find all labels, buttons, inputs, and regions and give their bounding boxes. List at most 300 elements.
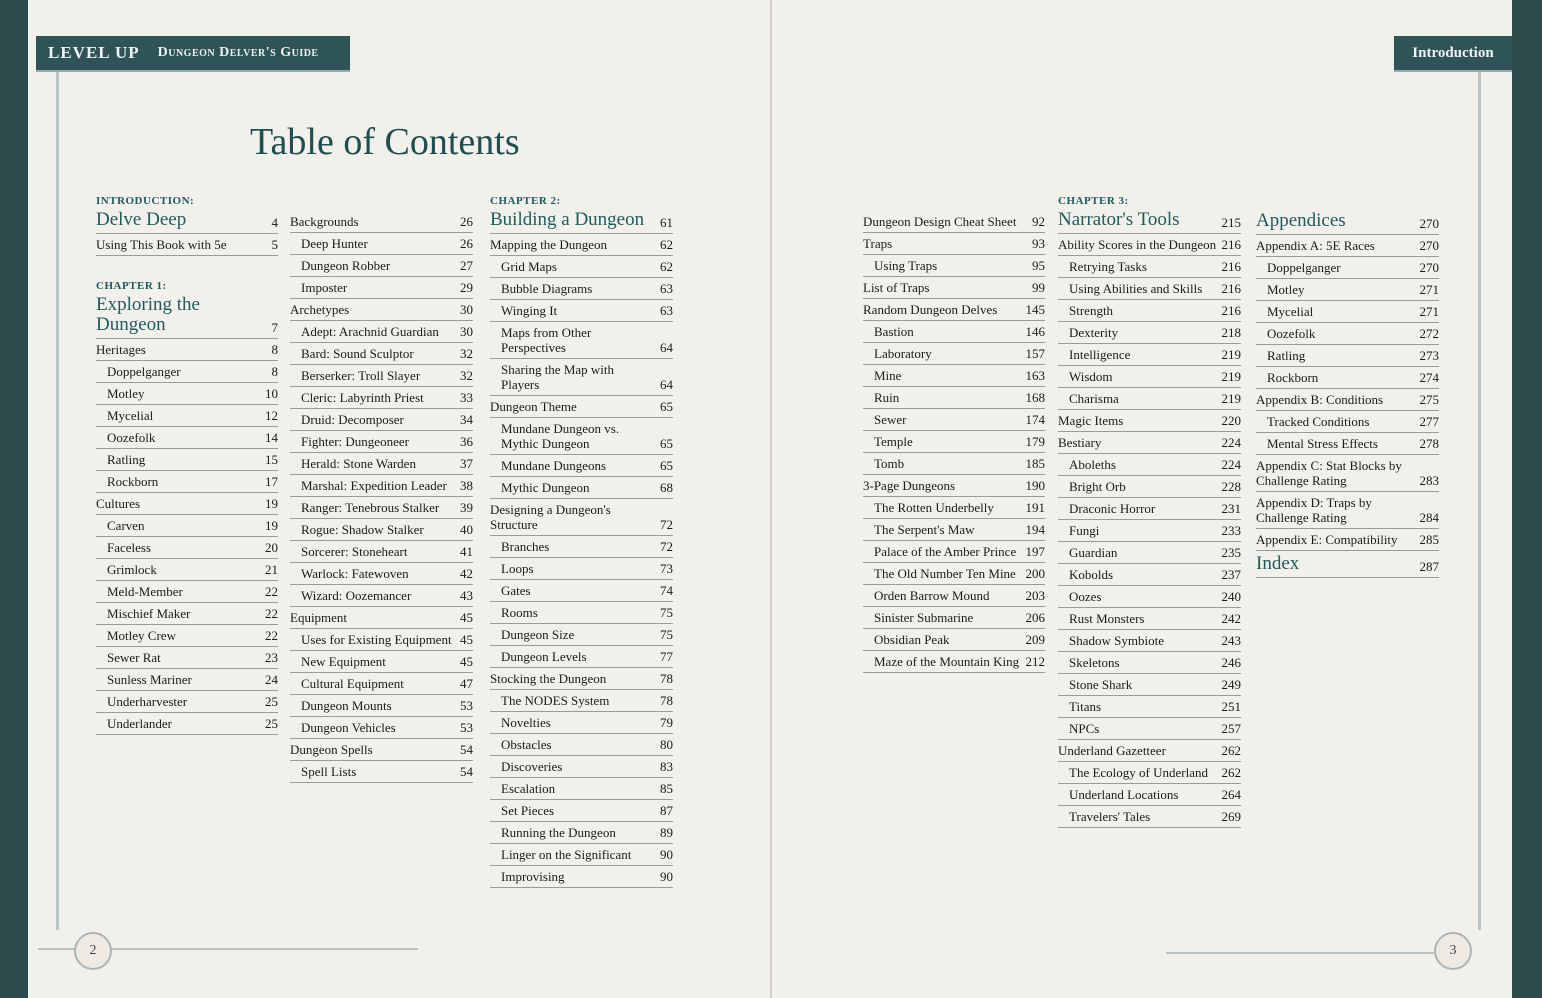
toc-subentry[interactable]	[290, 233, 473, 255]
toc-subentry[interactable]	[290, 365, 473, 387]
toc-subentry[interactable]	[1256, 367, 1439, 389]
toc-subentry[interactable]	[490, 822, 673, 844]
right-cover-edge	[1508, 0, 1542, 998]
entry-page-number: 270	[1419, 216, 1439, 231]
toc-subentry[interactable]	[490, 418, 673, 455]
toc-subentry[interactable]	[1256, 279, 1439, 301]
entry-title: Mycelial	[1267, 304, 1314, 319]
toc-subentry[interactable]	[290, 629, 473, 651]
toc-subentry[interactable]	[1058, 762, 1241, 784]
entry-title: Heritages	[96, 342, 146, 357]
entry-title: Mine	[874, 368, 902, 383]
toc-entry[interactable]	[290, 607, 473, 629]
entry-title: Narrator's Tools	[1058, 209, 1180, 230]
entry-title: Temple	[874, 434, 913, 449]
entry-title: Tracked Conditions	[1267, 414, 1370, 429]
entry-page-number: 53	[460, 720, 473, 735]
entry-page-number: 168	[1025, 390, 1045, 405]
toc-subentry[interactable]	[863, 409, 1045, 431]
toc-subentry[interactable]	[96, 537, 278, 559]
toc-entry[interactable]	[1058, 234, 1241, 256]
toc-subentry[interactable]	[490, 602, 673, 624]
running-header-left	[36, 36, 350, 70]
entry-page-number: 285	[1419, 532, 1439, 547]
toc-subentry[interactable]	[1058, 608, 1241, 630]
entry-title: Obsidian Peak	[874, 632, 950, 647]
entry-page-number: 190	[1025, 478, 1045, 493]
toc-entry[interactable]	[1256, 235, 1439, 257]
toc-subentry[interactable]	[96, 603, 278, 625]
entry-title: Wizard: Oozemancer	[301, 588, 412, 603]
toc-entry[interactable]	[1256, 389, 1439, 411]
entry-title: Cultural Equipment	[301, 676, 404, 691]
entry-title: Using Abilities and Skills	[1069, 281, 1203, 296]
toc-subentry[interactable]	[1058, 278, 1241, 300]
entry-page-number: 41	[460, 544, 473, 559]
entry-title: Stocking the Dungeon	[490, 671, 607, 686]
entry-title: Sharing the Map with Players	[501, 362, 615, 392]
toc-subentry[interactable]	[863, 629, 1045, 651]
entry-page-number: 45	[460, 654, 473, 669]
toc-subentry[interactable]	[96, 361, 278, 383]
entry-title: Equipment	[290, 610, 348, 625]
toc-subentry[interactable]	[490, 624, 673, 646]
entry-title: Bubble Diagrams	[501, 281, 593, 296]
entry-page-number: 75	[660, 605, 673, 620]
entry-page-number: 72	[660, 539, 673, 554]
toc-subentry[interactable]	[1256, 323, 1439, 345]
entry-title: Ratling	[1267, 348, 1306, 363]
entry-page-number: 246	[1221, 655, 1241, 670]
entry-page-number: 54	[460, 742, 473, 757]
section-spacer	[96, 256, 278, 280]
entry-page-number: 8	[271, 364, 278, 379]
toc-subentry[interactable]	[290, 387, 473, 409]
entry-title: Appendix C: Stat Blocks by Challenge Rating	[1256, 458, 1402, 488]
entry-page-number: 206	[1025, 610, 1045, 625]
toc-entry[interactable]	[96, 339, 278, 361]
toc-subentry[interactable]	[96, 669, 278, 691]
entry-title: Dungeon Design Cheat Sheet	[863, 214, 1017, 229]
toc-subentry[interactable]	[290, 321, 473, 343]
entry-title: Maps from Other Perspectives	[501, 325, 592, 355]
entry-page-number: 197	[1025, 544, 1045, 559]
entry-title: Motley	[1267, 282, 1305, 297]
toc-subentry[interactable]	[490, 455, 673, 477]
toc-subentry[interactable]	[96, 449, 278, 471]
toc-entry[interactable]	[1058, 432, 1241, 454]
toc-subentry[interactable]	[490, 844, 673, 866]
entry-title: Appendix A: 5E Races	[1256, 238, 1375, 253]
entry-title: Shadow Symbiote	[1069, 633, 1164, 648]
entry-title: Dungeon Levels	[501, 649, 587, 664]
toc-subentry[interactable]	[490, 800, 673, 822]
toc-subentry[interactable]	[1058, 718, 1241, 740]
toc-subentry[interactable]	[96, 713, 278, 735]
entry-page-number: 80	[660, 737, 673, 752]
toc-subentry[interactable]	[290, 431, 473, 453]
toc-entry[interactable]	[1058, 410, 1241, 432]
entry-title: Appendix B: Conditions	[1256, 392, 1384, 407]
chapter-label: CHAPTER 1:	[96, 280, 167, 292]
entry-title: Escalation	[501, 781, 556, 796]
toc-subentry[interactable]	[1058, 542, 1241, 564]
toc-subentry[interactable]	[1058, 366, 1241, 388]
toc-subentry[interactable]	[490, 536, 673, 558]
toc-subentry[interactable]	[96, 647, 278, 669]
entry-page-number: 65	[660, 399, 673, 414]
entry-page-number: 287	[1419, 559, 1439, 574]
entry-title: Oozefolk	[1267, 326, 1316, 341]
entry-page-number: 21	[265, 562, 278, 577]
toc-subentry[interactable]	[96, 427, 278, 449]
toc-subentry[interactable]	[290, 585, 473, 607]
toc-column-2	[290, 211, 473, 783]
toc-subentry[interactable]	[490, 866, 673, 888]
toc-subentry[interactable]	[863, 431, 1045, 453]
entry-title: Imposter	[301, 280, 348, 295]
toc-subentry[interactable]	[290, 277, 473, 299]
entry-title: Meld-Member	[107, 584, 183, 599]
toc-subentry[interactable]	[290, 255, 473, 277]
toc-subentry[interactable]	[1256, 301, 1439, 323]
brand-logo: LEVEL UP	[48, 43, 140, 62]
entry-title: Tomb	[874, 456, 905, 471]
entry-page-number: 237	[1221, 567, 1241, 582]
entry-page-number: 220	[1221, 413, 1241, 428]
entry-title: Dungeon Size	[501, 627, 575, 642]
toc-subentry[interactable]	[1058, 784, 1241, 806]
entry-page-number: 79	[660, 715, 673, 730]
toc-column-5	[1058, 195, 1241, 828]
entry-title: Deep Hunter	[301, 236, 368, 251]
toc-subentry[interactable]	[863, 321, 1045, 343]
toc-chapter-entry[interactable]	[96, 292, 278, 339]
entry-title: Warlock: Fatewoven	[301, 566, 409, 581]
entry-title: Designing a Dungeon's Structure	[490, 502, 611, 532]
entry-title: Travelers' Tales	[1069, 809, 1151, 824]
toc-subentry[interactable]	[1058, 476, 1241, 498]
entry-page-number: 271	[1419, 282, 1439, 297]
toc-entry[interactable]	[96, 493, 278, 515]
toc-subentry[interactable]	[490, 712, 673, 734]
entry-title: Titans	[1069, 699, 1102, 714]
toc-subentry[interactable]	[290, 475, 473, 497]
toc-chapter-entry[interactable]	[96, 207, 278, 234]
entry-page-number: 157	[1025, 346, 1045, 361]
entry-title: Magic Items	[1058, 413, 1124, 428]
entry-title: Dexterity	[1069, 325, 1119, 340]
toc-subentry[interactable]	[863, 387, 1045, 409]
toc-subentry[interactable]	[863, 541, 1045, 563]
toc-subentry[interactable]	[1058, 806, 1241, 828]
toc-subentry[interactable]	[490, 322, 673, 359]
toc-subentry[interactable]	[96, 405, 278, 427]
entry-title: Using Traps	[874, 258, 938, 273]
toc-column-3	[490, 195, 673, 888]
toc-subentry[interactable]	[490, 756, 673, 778]
entry-title: Adept: Arachnid Guardian	[301, 324, 439, 339]
toc-entry[interactable]	[490, 396, 673, 418]
toc-entry[interactable]	[863, 475, 1045, 497]
toc-chapter-entry[interactable]	[1256, 551, 1439, 578]
toc-subentry[interactable]	[490, 278, 673, 300]
entry-title: Skeletons	[1069, 655, 1120, 670]
chapter-label: CHAPTER 3:	[1058, 195, 1129, 207]
entry-title: Underlander	[107, 716, 172, 731]
toc-subentry[interactable]	[1058, 696, 1241, 718]
toc-entry[interactable]	[1256, 492, 1439, 529]
toc-subentry[interactable]	[96, 515, 278, 537]
toc-entry[interactable]	[1256, 529, 1439, 551]
toc-subentry[interactable]	[290, 563, 473, 585]
toc-subentry[interactable]	[1058, 586, 1241, 608]
toc-subentry[interactable]	[290, 453, 473, 475]
entry-page-number: 7	[271, 320, 278, 335]
entry-title: Rockborn	[1267, 370, 1319, 385]
entry-title: Oozefolk	[107, 430, 156, 445]
entry-page-number: 25	[265, 716, 278, 731]
toc-subentry[interactable]	[290, 651, 473, 673]
toc-subentry[interactable]	[290, 695, 473, 717]
entry-page-number: 15	[265, 452, 278, 467]
toc-subentry[interactable]	[490, 477, 673, 499]
entry-title: Cultures	[96, 496, 141, 511]
entry-page-number: 146	[1025, 324, 1045, 339]
entry-page-number: 90	[660, 847, 673, 862]
entry-page-number: 219	[1221, 369, 1241, 384]
entry-title: Mundane Dungeon vs. Mythic Dungeon	[501, 421, 620, 451]
toc-subentry[interactable]	[863, 519, 1045, 541]
toc-entry[interactable]	[1058, 740, 1241, 762]
entry-title: Charisma	[1069, 391, 1119, 406]
toc-subentry[interactable]	[1058, 520, 1241, 542]
toc-subentry[interactable]	[290, 717, 473, 739]
toc-subentry[interactable]	[96, 625, 278, 647]
entry-page-number: 8	[271, 342, 278, 357]
entry-title: Druid: Decomposer	[301, 412, 404, 427]
entry-page-number: 30	[460, 302, 473, 317]
entry-page-number: 191	[1025, 500, 1045, 515]
toc-subentry[interactable]	[490, 734, 673, 756]
entry-page-number: 5	[271, 237, 278, 252]
entry-title: Underland Gazetteer	[1058, 743, 1166, 758]
entry-title: Cleric: Labyrinth Priest	[301, 390, 424, 405]
toc-subentry[interactable]	[290, 673, 473, 695]
toc-subentry[interactable]	[96, 581, 278, 603]
toc-chapter-entry[interactable]	[1058, 207, 1241, 234]
toc-subentry[interactable]	[863, 343, 1045, 365]
entry-title: Faceless	[107, 540, 152, 555]
entry-title: Appendices	[1256, 210, 1346, 231]
toc-entry[interactable]	[490, 499, 673, 536]
right-bottom-line	[1166, 952, 1466, 954]
entry-page-number: 270	[1419, 238, 1439, 253]
toc-subentry[interactable]	[1058, 630, 1241, 652]
entry-page-number: 25	[265, 694, 278, 709]
toc-subentry[interactable]	[290, 761, 473, 783]
chapter-name: Introduction	[1412, 44, 1494, 61]
toc-subentry[interactable]	[863, 365, 1045, 387]
entry-page-number: 20	[265, 540, 278, 555]
toc-entry[interactable]	[1256, 455, 1439, 492]
entry-page-number: 74	[660, 583, 673, 598]
toc-subentry[interactable]	[290, 497, 473, 519]
entry-title: Winging It	[501, 303, 558, 318]
toc-subentry[interactable]	[490, 359, 673, 396]
entry-page-number: 43	[460, 588, 473, 603]
entry-page-number: 272	[1419, 326, 1439, 341]
toc-subentry[interactable]	[1058, 256, 1241, 278]
toc-entry[interactable]	[863, 211, 1045, 233]
entry-page-number: 63	[660, 281, 673, 296]
toc-subentry[interactable]	[490, 300, 673, 322]
toc-subentry[interactable]	[1256, 411, 1439, 433]
entry-page-number: 30	[460, 324, 473, 339]
toc-subentry[interactable]	[1256, 433, 1439, 455]
toc-subentry[interactable]	[863, 563, 1045, 585]
entry-title: Draconic Horror	[1069, 501, 1156, 516]
page-number-left: 2	[74, 932, 112, 970]
toc-subentry[interactable]	[290, 409, 473, 431]
entry-title: Backgrounds	[290, 214, 359, 229]
entry-title: Ability Scores in the Dungeon	[1058, 237, 1217, 252]
entry-page-number: 19	[265, 496, 278, 511]
toc-entry[interactable]	[290, 211, 473, 233]
entry-page-number: 163	[1025, 368, 1045, 383]
entry-title: Running the Dungeon	[501, 825, 616, 840]
entry-page-number: 61	[660, 215, 673, 230]
toc-subentry[interactable]	[1058, 564, 1241, 586]
toc-entry[interactable]	[863, 277, 1045, 299]
toc-subentry[interactable]	[490, 690, 673, 712]
chapter-label: INTRODUCTION:	[96, 195, 195, 207]
toc-subentry[interactable]	[863, 607, 1045, 629]
entry-title: Random Dungeon Delves	[863, 302, 998, 317]
toc-column-4	[863, 211, 1045, 673]
toc-entry[interactable]	[863, 299, 1045, 321]
entry-title: Stone Shark	[1069, 677, 1133, 692]
entry-page-number: 194	[1025, 522, 1045, 537]
entry-title: Ratling	[107, 452, 146, 467]
entry-page-number: 93	[1032, 236, 1045, 251]
entry-page-number: 85	[660, 781, 673, 796]
entry-page-number: 53	[460, 698, 473, 713]
toc-subentry[interactable]	[290, 343, 473, 365]
entry-title: Motley Crew	[107, 628, 176, 643]
toc-subentry[interactable]	[1058, 388, 1241, 410]
entry-page-number: 23	[265, 650, 278, 665]
toc-subentry[interactable]	[1256, 345, 1439, 367]
entry-title: The Ecology of Underland	[1069, 765, 1208, 780]
toc-subentry[interactable]	[863, 255, 1045, 277]
entry-page-number: 26	[460, 236, 473, 251]
toc-entry[interactable]	[490, 668, 673, 690]
entry-title: Retrying Tasks	[1069, 259, 1147, 274]
entry-title: Improvising	[501, 869, 565, 884]
entry-page-number: 4	[271, 215, 278, 230]
entry-title: Bright Orb	[1069, 479, 1126, 494]
toc-subentry[interactable]	[96, 383, 278, 405]
entry-title: Rockborn	[107, 474, 159, 489]
toc-subentry[interactable]	[1058, 300, 1241, 322]
toc-entry[interactable]	[490, 234, 673, 256]
toc-entry[interactable]	[290, 299, 473, 321]
toc-subentry[interactable]	[490, 646, 673, 668]
entry-page-number: 45	[460, 610, 473, 625]
entry-title: Mental Stress Effects	[1267, 436, 1378, 451]
toc-subentry[interactable]	[96, 691, 278, 713]
entry-page-number: 83	[660, 759, 673, 774]
entry-page-number: 72	[660, 517, 673, 532]
entry-page-number: 42	[460, 566, 473, 581]
toc-subentry[interactable]	[96, 471, 278, 493]
toc-subentry[interactable]	[1058, 344, 1241, 366]
toc-subentry[interactable]	[1058, 674, 1241, 696]
book-title: Dungeon Delver's Guide	[157, 45, 319, 60]
entry-page-number: 37	[460, 456, 473, 471]
entry-title: Branches	[501, 539, 550, 554]
toc-chapter-entry[interactable]	[1256, 208, 1439, 235]
entry-title: Dungeon Theme	[490, 399, 577, 414]
toc-subentry[interactable]	[863, 453, 1045, 475]
toc-entry[interactable]	[96, 234, 278, 256]
toc-subentry[interactable]	[96, 559, 278, 581]
entry-page-number: 36	[460, 434, 473, 449]
entry-title: Sewer Rat	[107, 650, 161, 665]
toc-chapter-entry[interactable]	[490, 207, 673, 234]
toc-subentry[interactable]	[1256, 257, 1439, 279]
entry-page-number: 264	[1221, 787, 1241, 802]
entry-page-number: 212	[1025, 654, 1045, 669]
toc-subentry[interactable]	[1058, 498, 1241, 520]
entry-title: Uses for Existing Equipment	[301, 632, 452, 647]
toc-subentry[interactable]	[490, 558, 673, 580]
entry-page-number: 269	[1221, 809, 1241, 824]
entry-page-number: 257	[1221, 721, 1241, 736]
toc-subentry[interactable]	[863, 585, 1045, 607]
entry-title: Motley	[107, 386, 145, 401]
entry-page-number: 216	[1221, 281, 1241, 296]
toc-subentry[interactable]	[1058, 322, 1241, 344]
toc-subentry[interactable]	[863, 651, 1045, 673]
entry-page-number: 77	[660, 649, 673, 664]
toc-subentry[interactable]	[1058, 454, 1241, 476]
entry-title: Underharvester	[107, 694, 188, 709]
entry-title: Doppelganger	[107, 364, 181, 379]
entry-title: Traps	[863, 236, 893, 251]
entry-title: List of Traps	[863, 280, 930, 295]
toc-subentry[interactable]	[290, 519, 473, 541]
toc-entry[interactable]	[290, 739, 473, 761]
entry-page-number: 224	[1221, 457, 1241, 472]
entry-title: Fungi	[1069, 523, 1100, 538]
entry-page-number: 68	[660, 480, 673, 495]
toc-subentry[interactable]	[490, 778, 673, 800]
entry-page-number: 231	[1221, 501, 1241, 516]
toc-entry[interactable]	[863, 233, 1045, 255]
toc-subentry[interactable]	[863, 497, 1045, 519]
toc-subentry[interactable]	[290, 541, 473, 563]
toc-subentry[interactable]	[490, 256, 673, 278]
toc-subentry[interactable]	[490, 580, 673, 602]
entry-title: Orden Barrow Mound	[874, 588, 990, 603]
entry-page-number: 54	[460, 764, 473, 779]
entry-page-number: 216	[1221, 237, 1241, 252]
toc-subentry[interactable]	[1058, 652, 1241, 674]
entry-page-number: 275	[1419, 392, 1439, 407]
entry-page-number: 64	[660, 340, 673, 355]
